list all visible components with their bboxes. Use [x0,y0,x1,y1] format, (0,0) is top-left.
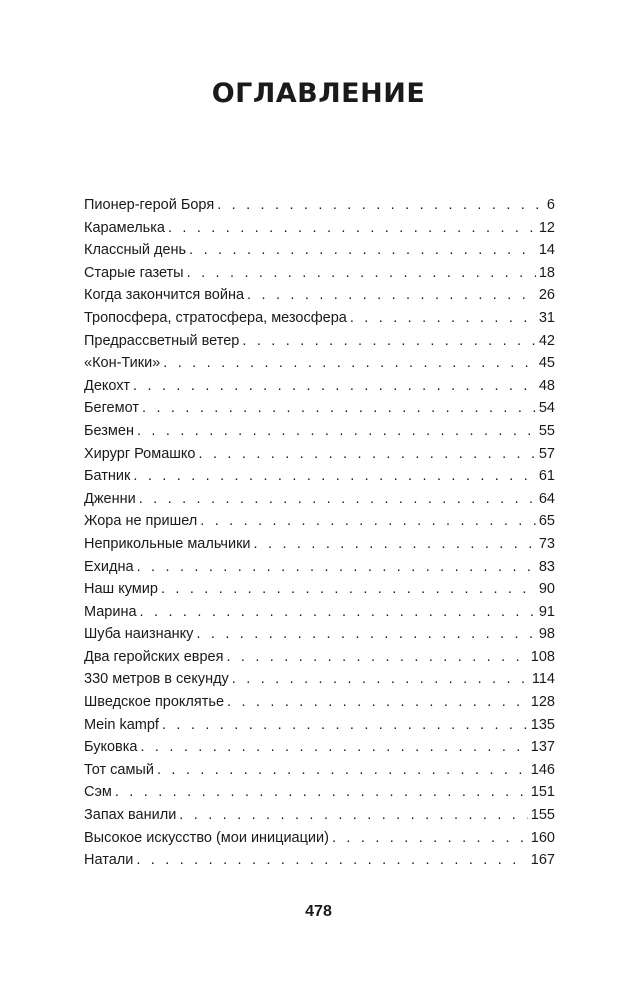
toc-entry-page: 65 [538,513,555,530]
toc-entry-page: 64 [538,490,555,507]
toc-entry [84,307,555,330]
toc-entry-page: 128 [530,694,555,711]
toc-entry-page: 114 [531,671,555,688]
toc-leader-dots [115,781,528,804]
toc-entry-title: Хирург Ромашко [84,445,196,462]
toc-entry [84,262,555,285]
toc-entry-title: Два геройских еврея [84,648,224,665]
toc-entry [84,330,555,353]
toc-entry [84,284,555,307]
toc-entry-title: Декохт [84,377,131,394]
toc-entry-title: Сэм [84,784,112,801]
toc-entry-page: 83 [538,558,555,575]
toc-entry-title: Дженни [84,490,136,507]
page-title: ОГЛАВЛЕНИЕ [211,78,426,109]
toc-entry-title: Бегемот [84,400,139,417]
toc-entry-page: 137 [530,739,555,756]
toc-leader-dots [198,443,535,466]
toc-leader-dots [247,284,536,307]
toc-leader-dots [142,397,536,420]
table-of-contents [84,194,555,872]
toc-leader-dots [350,307,536,330]
toc-leader-dots [217,194,544,217]
toc-entry-page: 73 [538,535,555,552]
toc-entry-title: Натали [84,852,134,869]
toc-entry-page: 91 [538,603,555,620]
toc-entry [84,781,555,804]
toc-leader-dots [200,510,536,533]
toc-leader-dots [133,465,536,488]
toc-entry-page: 18 [538,264,555,281]
toc-entry-page: 6 [546,197,555,213]
toc-leader-dots [179,804,528,827]
toc-entry [84,488,555,511]
toc-entry-page: 61 [538,468,555,485]
toc-entry-title: Пионер-герой Боря [84,197,215,213]
toc-entry-title: Жора не пришел [84,513,198,530]
toc-entry-title: Буковка [84,739,138,756]
toc-leader-dots [196,623,535,646]
toc-entry-page: 42 [538,332,555,349]
toc-entry-page: 48 [538,377,555,394]
toc-entry-page: 108 [530,648,555,665]
toc-leader-dots [332,827,528,850]
toc-entry-page: 31 [538,309,555,326]
toc-leader-dots [189,239,536,262]
toc-entry [84,239,555,262]
toc-entry [84,668,555,691]
toc-entry-page: 26 [538,287,555,304]
toc-leader-dots [161,578,536,601]
toc-leader-dots [162,714,528,737]
toc-entry-page: 135 [530,716,555,733]
toc-entry-title: Неприкольные мальчики [84,535,251,552]
toc-entry [84,533,555,556]
toc-entry-title: Батник [84,468,131,485]
toc-leader-dots [187,262,536,285]
toc-entry [84,443,555,466]
toc-entry-title: Безмен [84,422,134,439]
toc-leader-dots [163,352,536,375]
toc-entry-title: Запах ванили [84,807,177,824]
toc-entry-title: Наш кумир [84,581,158,598]
toc-entry-title: Mein kampf [84,716,159,733]
toc-entry-title: Когда закончится война [84,287,245,304]
toc-entry-title: «Кон-Тики» [84,355,161,372]
toc-entry-page: 155 [530,807,555,824]
toc-leader-dots [226,646,527,669]
toc-entry-title: Шведское проклятье [84,694,225,711]
toc-leader-dots [232,668,529,691]
toc-leader-dots [140,601,536,624]
toc-leader-dots [168,217,536,240]
toc-entry [84,601,555,624]
toc-entry [84,420,555,443]
page-number: 478 [305,903,332,920]
toc-entry [84,804,555,827]
toc-entry [84,510,555,533]
toc-entry [84,736,555,759]
toc-entry-title: Тот самый [84,761,154,778]
toc-entry [84,375,555,398]
toc-entry-page: 55 [538,422,555,439]
toc-entry-page: 14 [538,242,555,259]
toc-entry [84,194,555,217]
toc-entry-title: Классный день [84,242,187,259]
toc-entry-title: Ехидна [84,558,134,575]
toc-entry [84,849,555,872]
toc-entry [84,691,555,714]
toc-entry [84,827,555,850]
toc-entry-page: 160 [530,829,555,846]
toc-entry [84,714,555,737]
toc-entry-page: 90 [538,581,555,598]
toc-entry [84,556,555,579]
toc-entry-title: 330 метров в секунду [84,671,229,688]
toc-leader-dots [242,330,535,353]
toc-entry [84,646,555,669]
toc-entry-title: Тропосфера, стратосфера, мезосфера [84,309,347,326]
toc-entry-title: Предрассветный ветер [84,332,240,349]
toc-entry-title: Карамелька [84,219,165,236]
toc-entry-page: 98 [538,626,555,643]
toc-entry-page: 54 [538,400,555,417]
toc-entry-title: Марина [84,603,137,620]
toc-entry-page: 45 [538,355,555,372]
toc-entry [84,397,555,420]
toc-leader-dots [254,533,536,556]
toc-entry-title: Старые газеты [84,264,184,281]
toc-leader-dots [133,375,536,398]
toc-entry-title: Высокое искусство (мои инициации) [84,829,329,846]
toc-entry [84,623,555,646]
toc-leader-dots [137,420,536,443]
toc-entry [84,759,555,782]
toc-entry-page: 151 [530,784,555,801]
toc-entry-page: 12 [538,219,555,236]
toc-leader-dots [139,488,536,511]
toc-leader-dots [227,691,528,714]
toc-entry-page: 57 [538,445,555,462]
toc-entry-title: Шуба наизнанку [84,626,194,643]
toc-entry-page: 146 [530,761,555,778]
toc-leader-dots [137,556,536,579]
toc-entry [84,465,555,488]
toc-entry-page: 167 [530,852,555,869]
toc-leader-dots [157,759,528,782]
toc-entry [84,578,555,601]
toc-entry [84,352,555,375]
toc-leader-dots [136,849,527,872]
toc-entry [84,217,555,240]
toc-leader-dots [140,736,527,759]
